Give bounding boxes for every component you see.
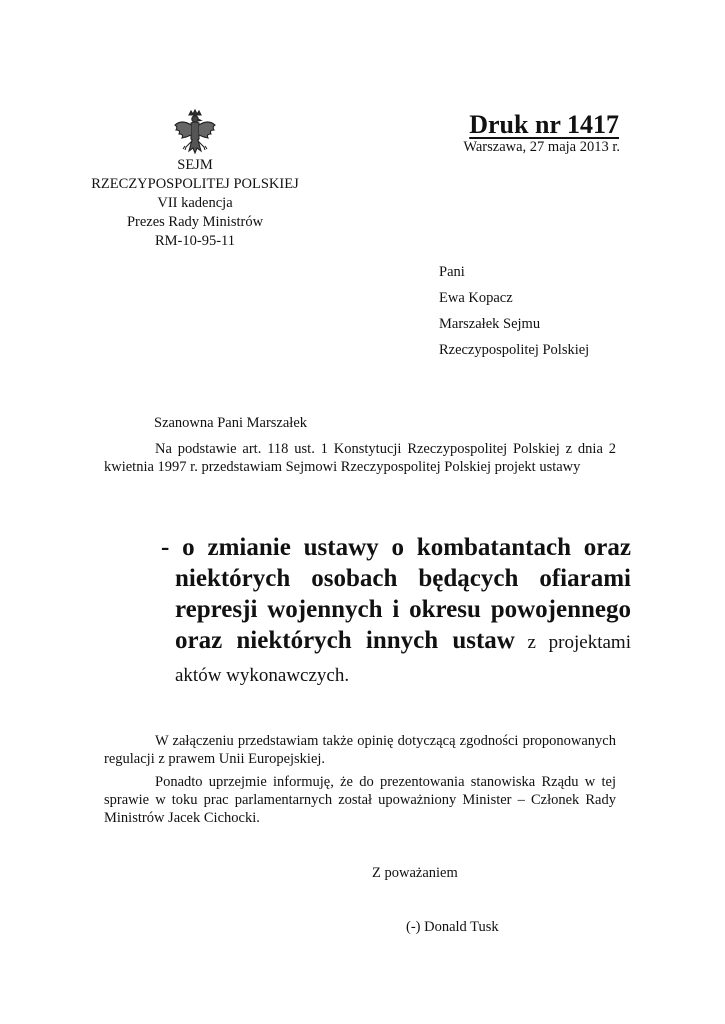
polish-eagle-emblem-icon (172, 109, 218, 161)
bill-title (161, 532, 631, 691)
sender-line-sejm: SEJM (177, 157, 213, 173)
signature: (-) Donald Tusk (406, 919, 499, 935)
sender-line-term: VII kadencja (157, 195, 233, 211)
addressee-block (439, 259, 589, 363)
sender-line-reference: RM-10-95-11 (154, 233, 235, 249)
place-date: Warszawa, 27 maja 2013 r. (463, 139, 620, 155)
sender-line-republic: RZECZYPOSPOLITEJ POLSKIEJ (91, 176, 299, 192)
salutation: Szanowna Pani Marszałek (154, 415, 308, 431)
bill-title-bold: - o zmianie ustawy o kombatantach oraz niektórych osobach będących ofiarami represji wojennych i okresu powojennego oraz niektórych innych ustaw (161, 534, 631, 654)
closing-regards: Z poważaniem (372, 865, 458, 881)
paragraph-eu-opinion: W załączeniu przedstawiam także opinię dotyczącą zgodności proponowanych regulacji z prawem Unii Europejskiej. (104, 733, 616, 767)
addressee-line-country: Rzeczypospolitej Polskiej (439, 342, 590, 358)
addressee-line-title: Pani (439, 264, 465, 280)
sender-line-office: Prezes Rady Ministrów (126, 214, 264, 230)
paragraph-introduction: Na podstawie art. 118 ust. 1 Konstytucji Rzeczypospolitej Polskiej z dnia 2 kwietnia 1997 r. przedstawiam Sejmowi Rzeczypospolitej Polskiej projekt ustawy (104, 441, 616, 475)
addressee-line-name: Ewa Kopacz (439, 290, 513, 306)
document-number: Druk nr 1417 (469, 110, 619, 139)
paragraph-authorization: Ponadto uprzejmie informuję, że do prezentowania stanowiska Rządu w tej sprawie w toku prac parlamentarnych został upoważniony Minister – Członek Rady Ministrów Jacek Cichocki. (104, 774, 616, 826)
sender-block (80, 156, 310, 251)
addressee-line-position: Marszałek Sejmu (439, 316, 541, 332)
bill-title-plain: z projektami aktów wykonawczych. (175, 632, 631, 686)
